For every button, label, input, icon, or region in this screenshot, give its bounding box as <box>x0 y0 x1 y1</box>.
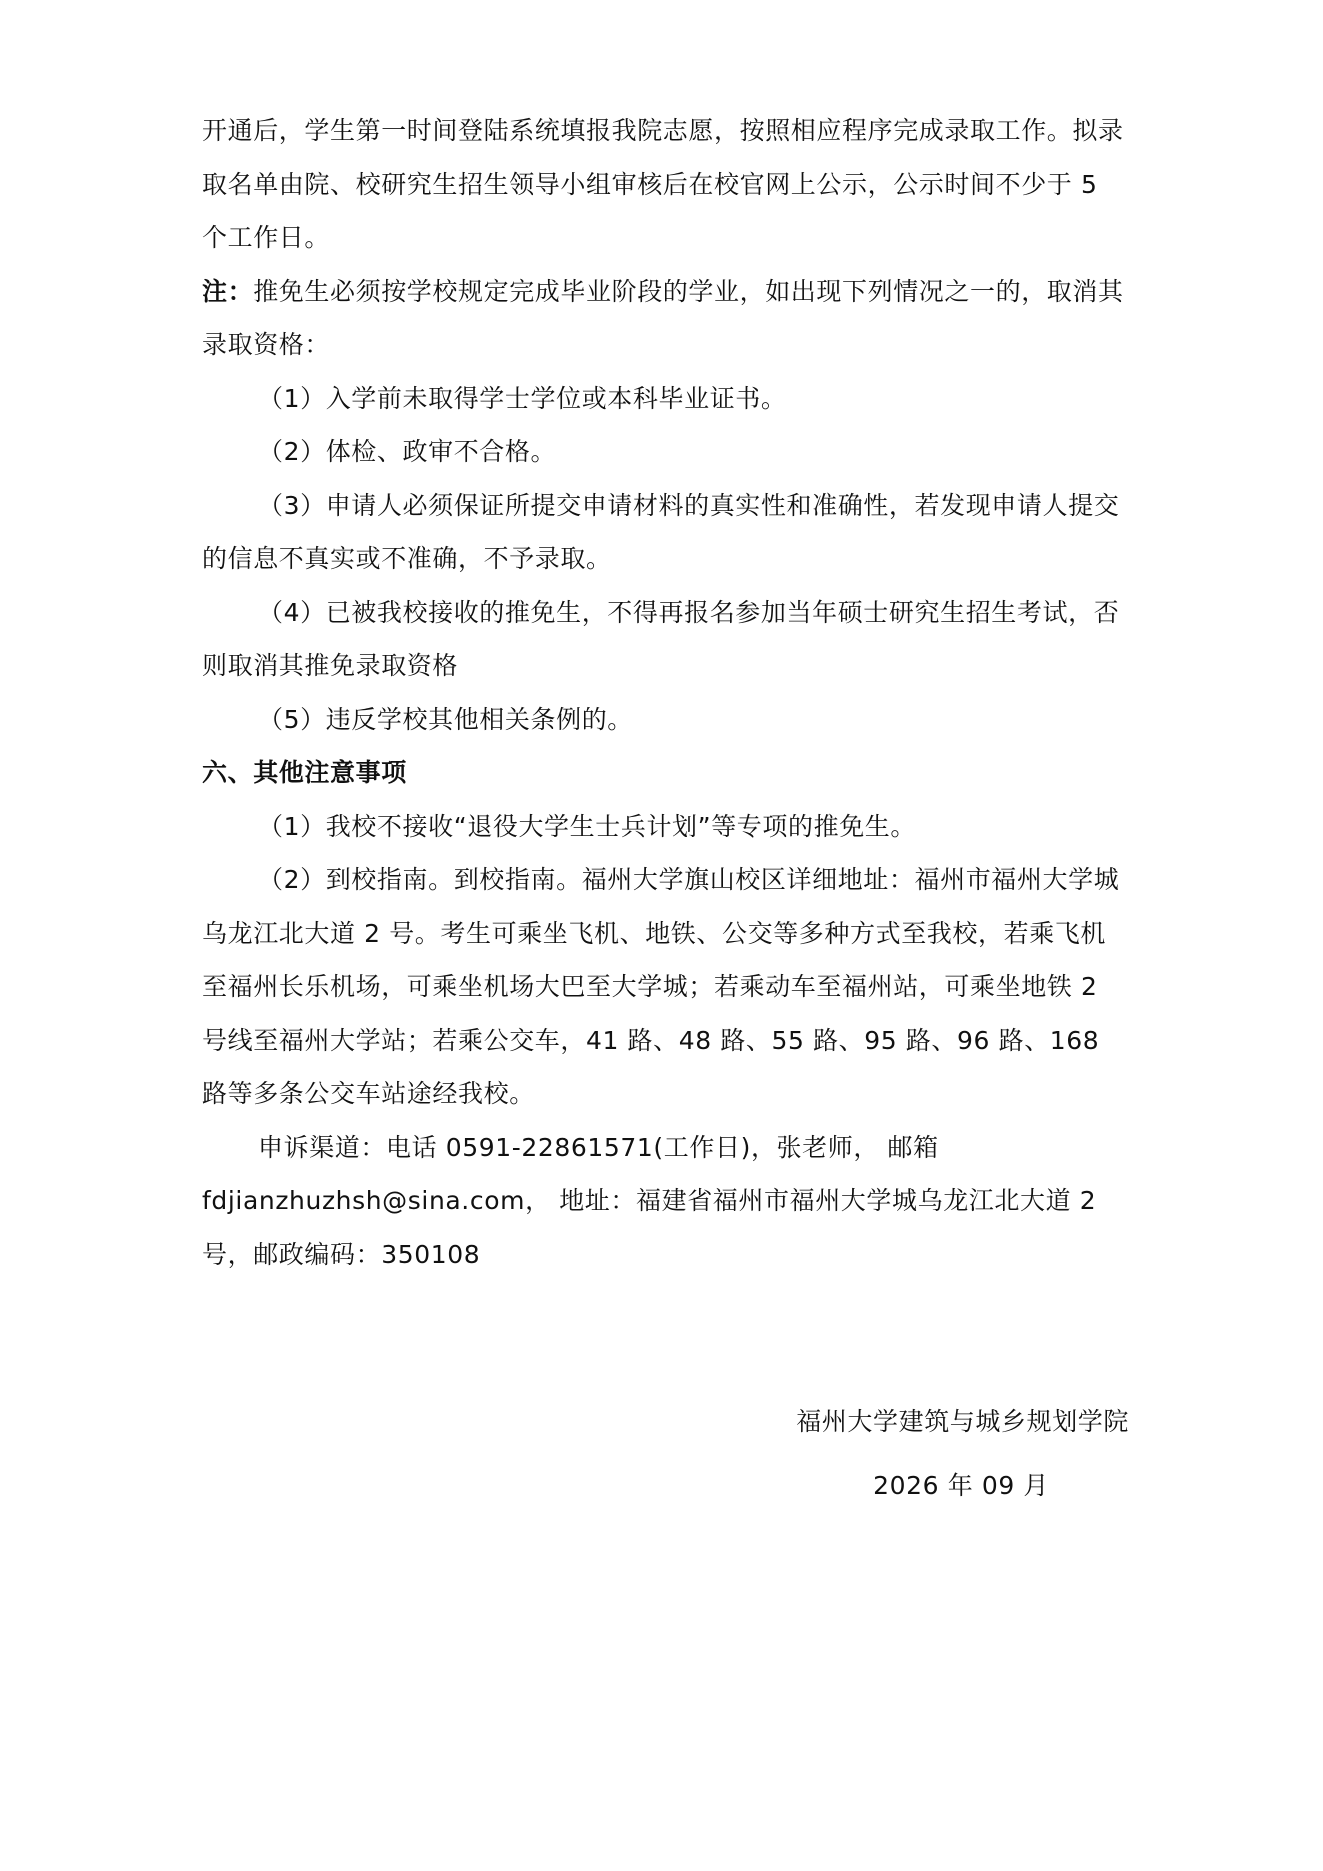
document-body <box>202 104 1129 1281</box>
list-item: （2）到校指南。到校指南。福州大学旗山校区详细地址：福州市福州大学城乌龙江北大道 2 号。考生可乘坐飞机、地铁、公交等多种方式至我校，若乘飞机至福州长乐机场，可乘坐机场大巴至大学城；若乘动车至福州站，可乘坐地铁 2 号线至福州大学站；若乘公交车，41 路、48 路、55 路、95 路、96 路、168 路等多条公交车站途经我校。 <box>202 865 1120 1108</box>
list-item: （1）入学前未取得学士学位或本科毕业证书。 <box>258 383 787 413</box>
list-item: （4）已被我校接收的推免生，不得再报名参加当年硕士研究生招生考试，否则取消其推免录取资格 <box>202 597 1120 680</box>
signature-block <box>429 1390 1129 1518</box>
signature-org: 福州大学建筑与城乡规划学院 <box>796 1407 1129 1436</box>
paragraph-note <box>202 265 1129 372</box>
list-item: （2）体检、政审不合格。 <box>258 437 557 466</box>
list-item: （3）申请人必须保证所提交申请材料的真实性和准确性，若发现申请人提交的信息不真实或不准确，不予录取。 <box>202 490 1120 573</box>
appeal-email-link[interactable]: fdjianzhuzhsh@sina.com <box>202 1186 526 1215</box>
appeal-address: ， 地址：福建省福州市福州大学城乌龙江北大道 2 号，邮政编码：350108 <box>202 1186 1097 1269</box>
note-prefix: 注： <box>202 276 254 306</box>
list-item: （5）违反学校其他相关条例的。 <box>258 704 633 734</box>
signature-date: 2026 年 09 月 <box>873 1471 1049 1500</box>
appeal-paragraph <box>202 1121 1129 1282</box>
section-heading: 六、其他注意事项 <box>202 758 407 787</box>
appeal-prefix: 申诉渠道：电话 0591-22861571(工作日)，张老师， 邮箱 <box>258 1132 939 1162</box>
note-body: 推免生必须按学校规定完成毕业阶段的学业，如出现下列情况之一的，取消其录取资格： <box>202 276 1124 359</box>
list-item: （1）我校不接收“退役大学生士兵计划”等专项的推免生。 <box>258 811 917 841</box>
paragraph-admission-process: 开通后，学生第一时间登陆系统填报我院志愿，按照相应程序完成录取工作。拟录取名单由院、校研究生招生领导小组审核后在校官网上公示，公示时间不少于 5 个工作日。 <box>202 116 1124 252</box>
